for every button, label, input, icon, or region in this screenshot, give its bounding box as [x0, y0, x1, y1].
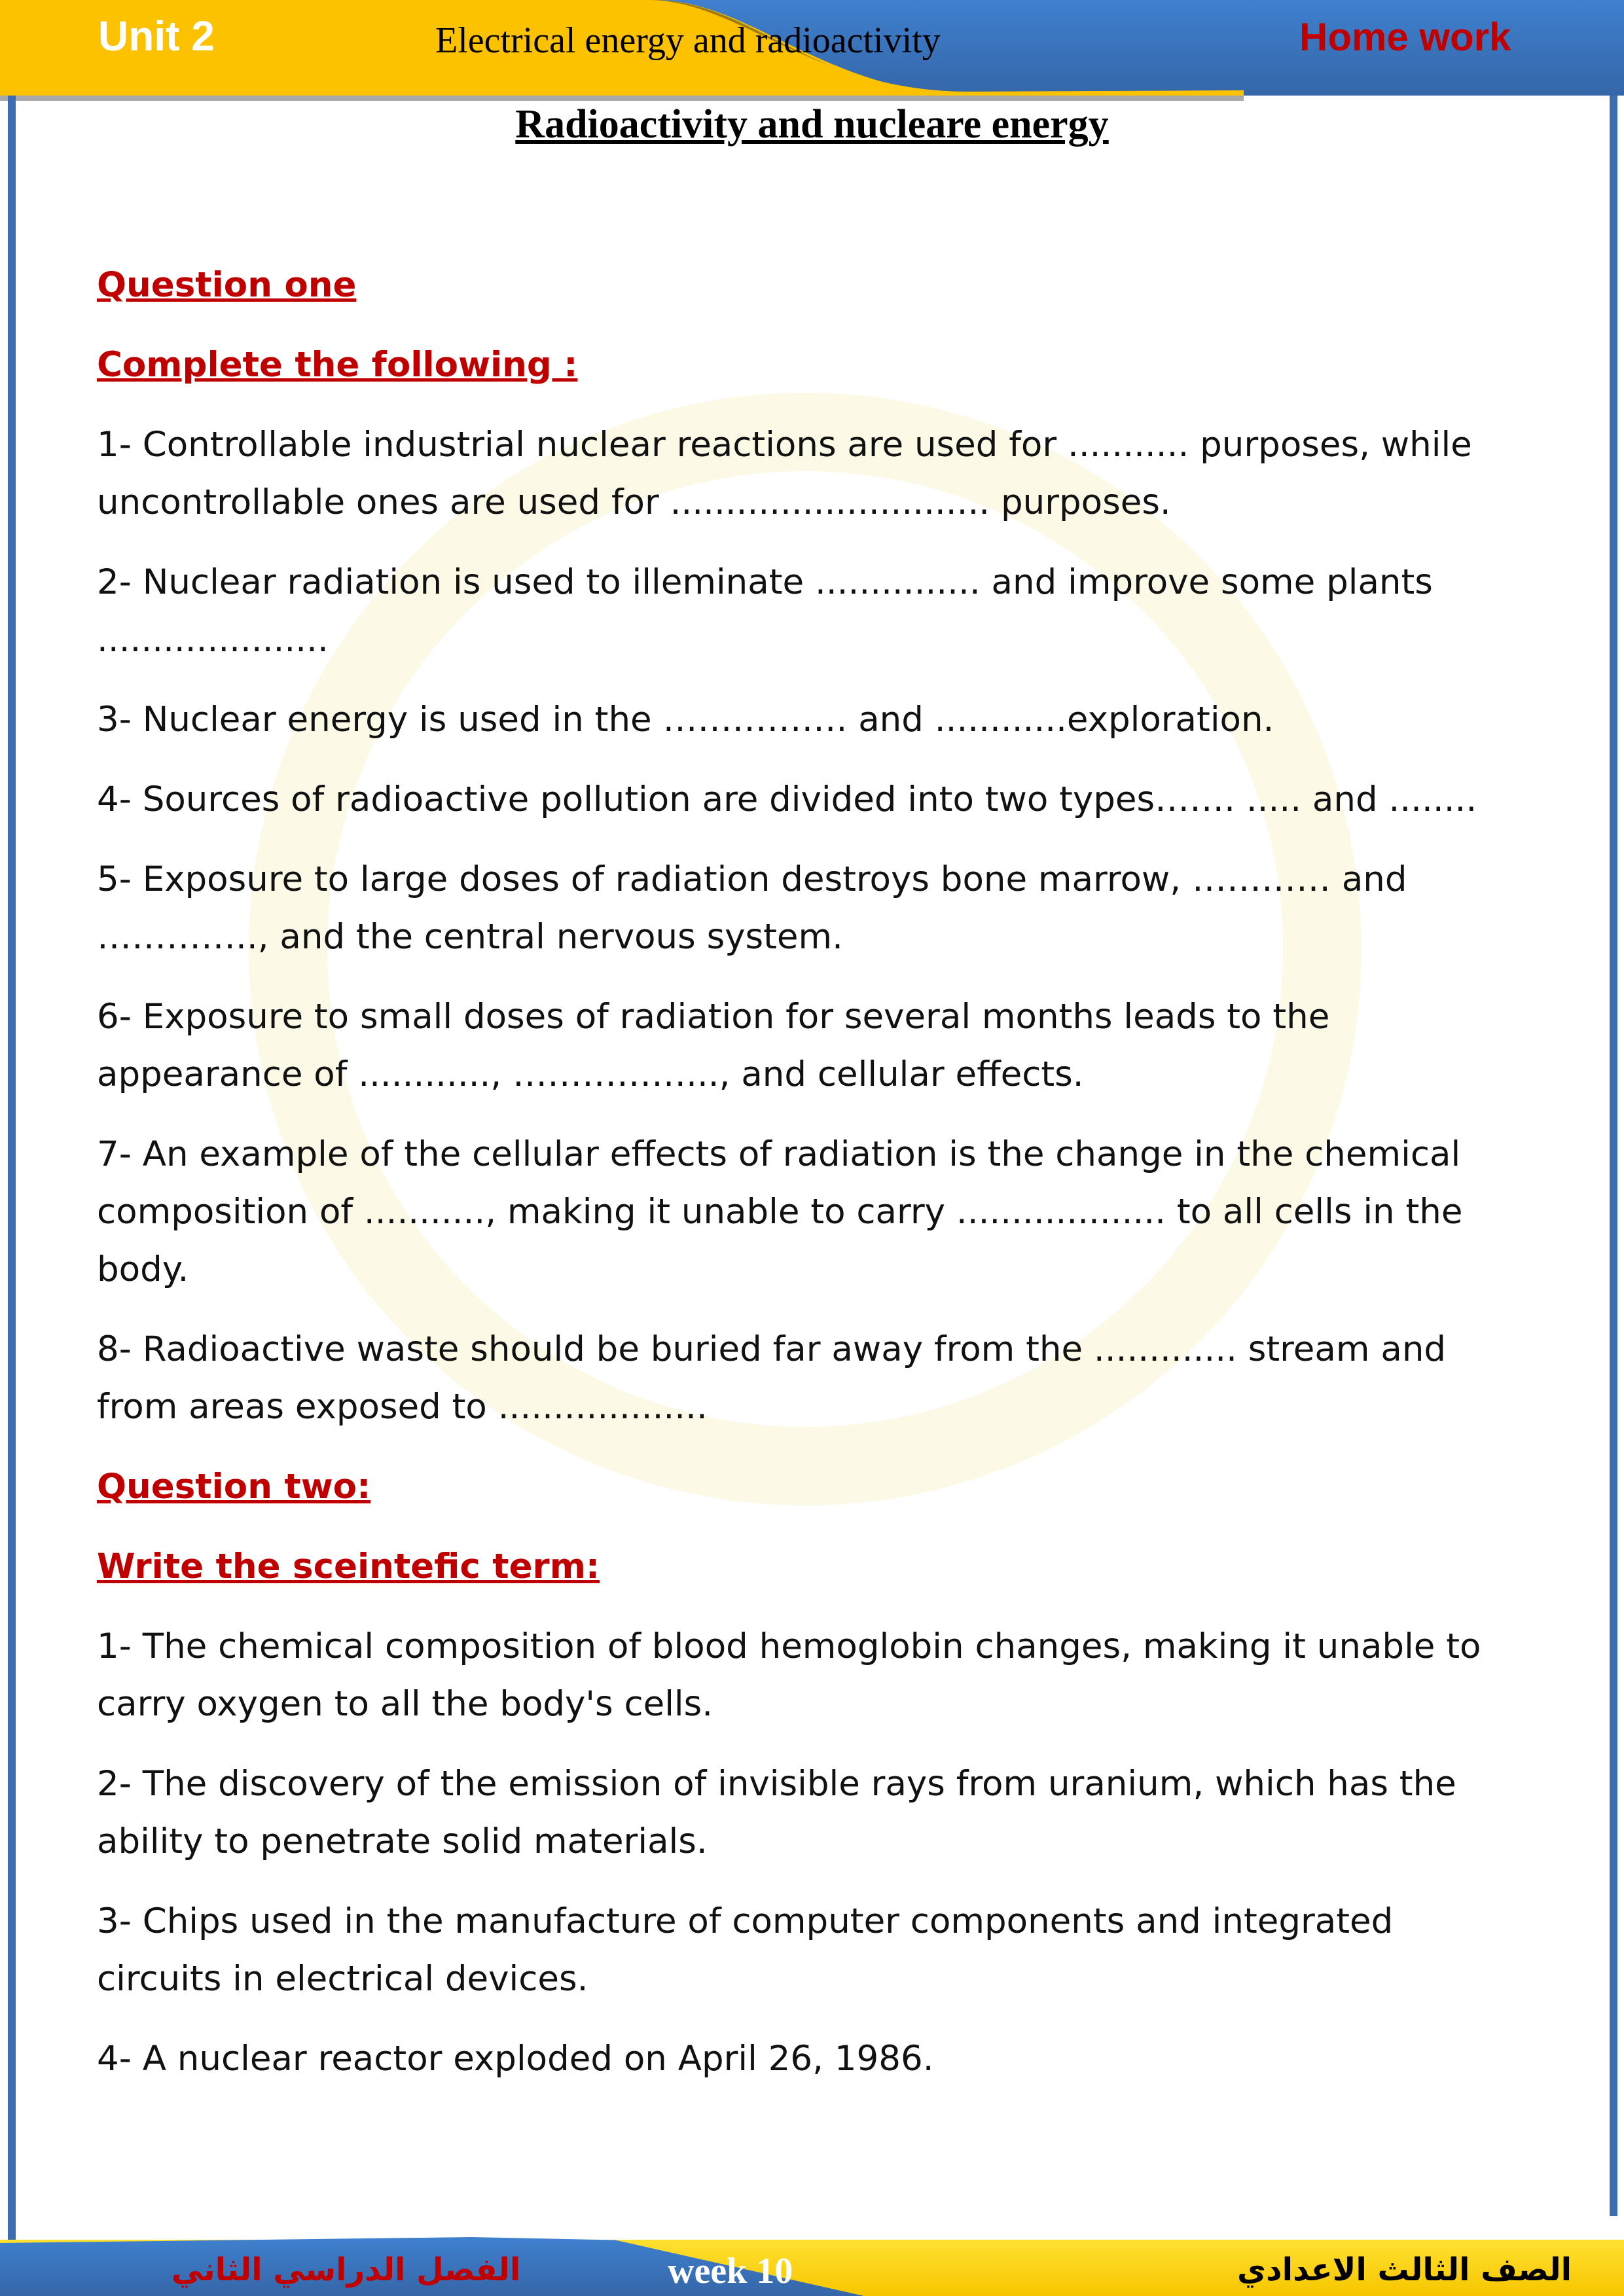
question-item: 3- Chips used in the manufacture of computer components and integrated circuits in electrical devices. [97, 1901, 1394, 1999]
left-border [8, 96, 16, 2249]
week-label: week 10 [668, 2251, 793, 2291]
grade-label: الصف الثالث الاعدادي [1237, 2251, 1572, 2288]
question-item: 6- Exposure to small doses of radiation for several months leads to the appearance of ............, ……………..., and cellular effects. [97, 997, 1330, 1094]
question-item: 4- Sources of radioactive pollution are divided into two types……. ..... and ........ [97, 780, 1477, 819]
page-title: Radioactivity and nucleare energy [515, 102, 1109, 147]
worksheet-content [97, 257, 1517, 2110]
question-one-heading: Question one [97, 265, 357, 305]
question-item: 2- The discovery of the emission of invisible rays from uranium, which has the ability to penetrate solid materials. [97, 1764, 1456, 1861]
question-two-heading: Question two: [97, 1467, 371, 1507]
question-item: 4- A nuclear reactor exploded on April 26, 1986. [97, 2039, 934, 2079]
right-border [1610, 96, 1617, 2216]
header-bar [0, 0, 1624, 96]
question-item: 1- Controllable industrial nuclear reactions are used for ........... purposes, while uncontrollable ones are used for ............................. purposes. [97, 425, 1472, 522]
question-item: 2- Nuclear radiation is used to illeminate ............... and improve some plants ..................... [97, 562, 1433, 660]
header-shadow [0, 96, 1244, 101]
question-item: 5- Exposure to large doses of radiation destroys bone marrow, ………… and ………….., and the central nervous system. [97, 859, 1407, 957]
question-two-instruction: Write the sceintefic term: [97, 1547, 600, 1587]
question-item: 8- Radioactive waste should be buried far away from the ............. stream and from areas exposed to ................... [97, 1329, 1447, 1427]
question-item: 1- The chemical composition of blood hemoglobin changes, making it unable to carry oxygen to all the body's cells. [97, 1626, 1481, 1724]
semester-label: الفصل الدراسي الثاني [171, 2251, 521, 2288]
homework-label: Home work [1299, 15, 1511, 59]
question-item: 3- Nuclear energy is used in the ……………. and ............exploration. [97, 700, 1274, 740]
question-one-instruction: Complete the following : [97, 345, 578, 385]
topic-title: Electrical energy and radioactivity [435, 20, 941, 61]
question-item: 7- An example of the cellular effects of radiation is the change in the chemical composition of ..........., making it unable to carry ................... to all cells in the body. [97, 1134, 1463, 1289]
unit-label: Unit 2 [98, 12, 215, 60]
